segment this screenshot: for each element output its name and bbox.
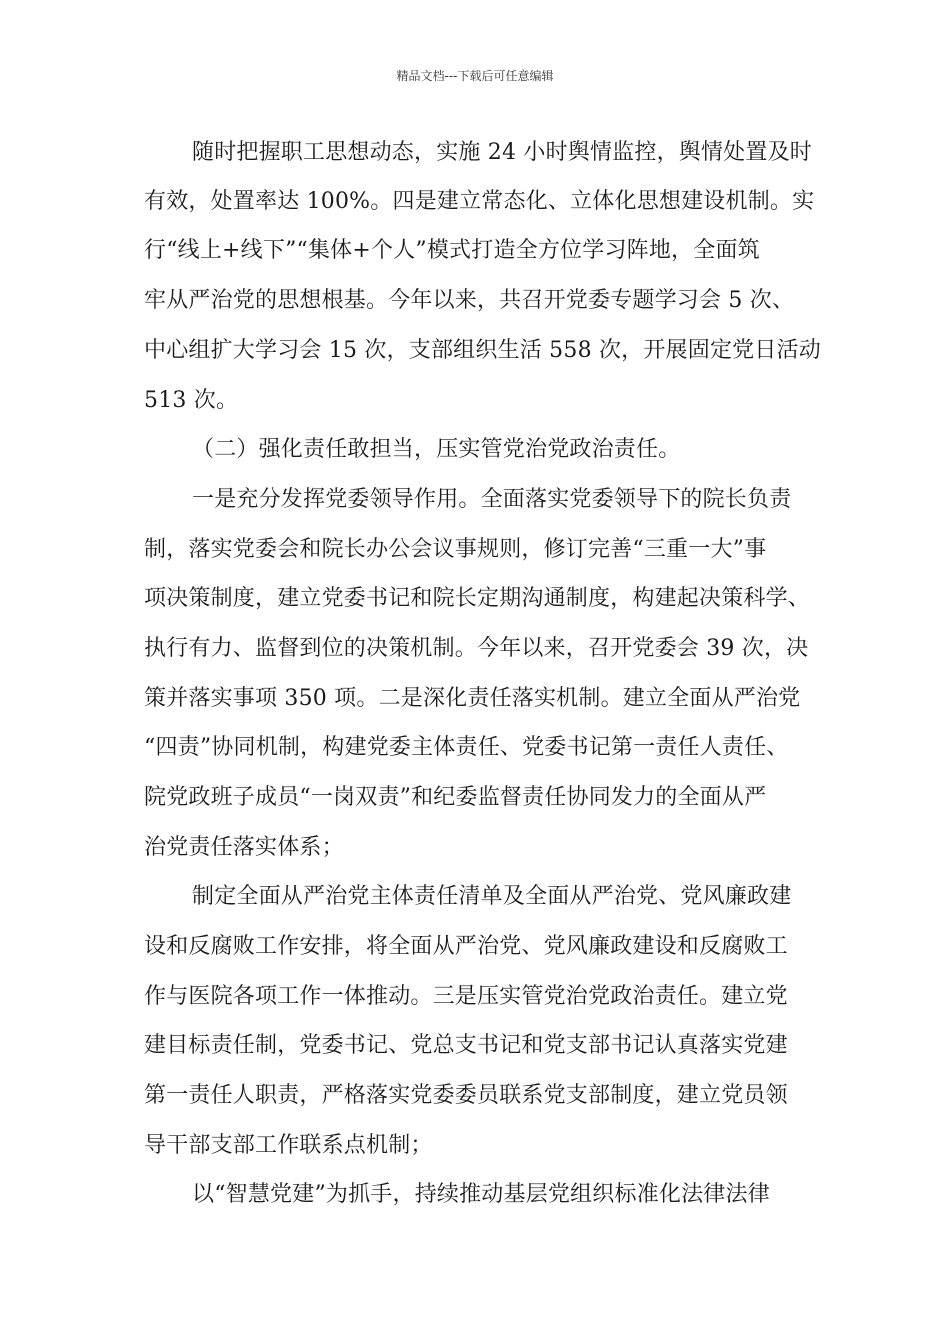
text-line: 牢从严治党的思想根基。今年以来，共召开党委专题学习会 5 次、 xyxy=(144,288,795,313)
section-heading: （二）强化责任敢担当，压实管党治党政治责任。 xyxy=(192,437,681,462)
page-header: 精品文档---下载后可任意编辑 xyxy=(396,69,554,83)
text-line: 一是充分发挥党委领导作用。全面落实党委领导下的院长负责 xyxy=(192,487,792,512)
text-line: 以“智慧党建”为抓手，持续推动基层党组织标准化法律法律 xyxy=(192,1182,770,1207)
text-line: 中心组扩大学习会 15 次，支部组织生活 558 次，开展固定党日活动 xyxy=(144,338,821,363)
text-line: 导干部支部工作联系点机制； xyxy=(144,1133,433,1158)
text-line: “四责”协同机制，构建党委主体责任、党委书记第一责任人责任、 xyxy=(144,735,789,760)
text-line: 随时把握职工思想动态，实施 24 小时舆情监控，舆情处置及时 xyxy=(192,140,812,165)
text-line: 制，落实党委会和院长办公会议事规则，修订完善“三重一大”事 xyxy=(144,537,767,562)
text-line: 治党责任落实体系； xyxy=(144,835,344,860)
text-line: 执行有力、监督到位的决策机制。今年以来，召开党委会 39 次，决 xyxy=(144,636,809,661)
text-line: 513 次。 xyxy=(144,388,239,413)
text-line: 建目标责任制，党委书记、党总支书记和党支部书记认真落实党建 xyxy=(144,1033,788,1058)
text-line: 设和反腐败工作安排，将全面从严治党、党风廉政建设和反腐败工 xyxy=(144,934,788,959)
text-line: 制定全面从严治党主体责任清单及全面从严治党、党风廉政建 xyxy=(192,884,792,909)
text-line: 项决策制度，建立党委书记和院长定期沟通制度，构建起决策科学、 xyxy=(144,586,811,611)
text-line: 院党政班子成员“一岗双责”和纪委监督责任协同发力的全面从严 xyxy=(144,785,767,810)
text-line: 作与医院各项工作一体推动。三是压实管党治党政治责任。建立党 xyxy=(144,984,788,1009)
text-line: 行“线上+线下”“集体+个人”模式打造全方位学习阵地，全面筑 xyxy=(144,238,760,263)
text-line: 有效，处置率达 100%。四是建立常态化、立体化思想建设机制。实 xyxy=(144,189,815,214)
text-line: 策并落实事项 350 项。二是深化责任落实机制。建立全面从严治党 xyxy=(144,686,801,711)
text-line: 第一责任人职责，严格落实党委委员联系党支部制度，建立党员领 xyxy=(144,1083,788,1108)
